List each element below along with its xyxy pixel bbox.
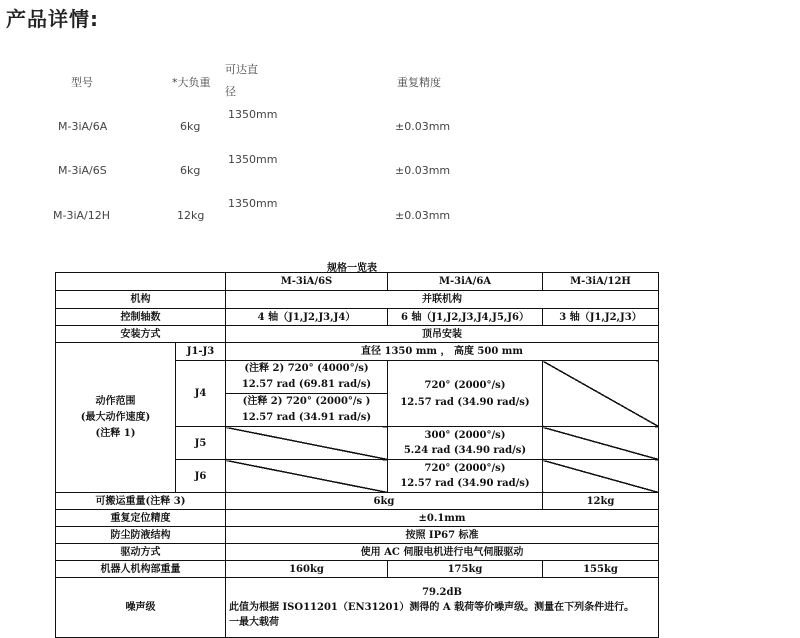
spec-value: 3 轴（J1,J2,J3）: [543, 309, 659, 326]
spec-value: 并联机构: [226, 291, 659, 309]
spec-joint-label: J6: [176, 460, 226, 493]
summary-table: [0, 0, 800, 250]
spec-table: [55, 272, 659, 638]
spec-value: 175kg: [388, 561, 543, 578]
spec-table-wrapper: [55, 272, 658, 628]
row-reach: 1350mm: [228, 108, 278, 121]
j4-6s-line: (注释 2) 720° (2000°/s ): [226, 393, 387, 410]
header-repeatability: 重复精度: [397, 76, 441, 89]
spec-joint-label: J1-J3: [176, 343, 226, 361]
spec-header-blank: [56, 273, 226, 291]
spec-model-6a: M-3iA/6A: [388, 273, 543, 291]
row-model: M-3iA/12H: [53, 209, 111, 222]
spec-label: 机构: [56, 291, 226, 309]
range-label-line: 动作范围: [95, 395, 136, 407]
spec-label: 控制轴数: [56, 309, 226, 326]
spec-value: 6kg: [226, 493, 543, 510]
spec-j5-12h-na: [543, 427, 659, 460]
spec-row-mount: [56, 326, 659, 343]
spec-label: 重复定位精度: [56, 510, 226, 527]
spec-label: 安装方式: [56, 326, 226, 343]
spec-j6-6s-na: [226, 460, 388, 493]
j4-6a-line: 720° (2000°/s): [424, 379, 506, 391]
j4-6s-line: (注释 2) 720° (4000°/s): [244, 363, 369, 374]
spec-value: ±0.1mm: [226, 510, 659, 527]
j5-6a-line: 300° (2000°/s): [424, 430, 506, 441]
spec-value: 160kg: [226, 561, 388, 578]
spec-model-6s: M-3iA/6S: [226, 273, 388, 291]
spec-label: 驱动方式: [56, 544, 226, 561]
spec-row-mechanism: [56, 291, 659, 309]
row-model: M-3iA/6S: [58, 164, 107, 177]
spec-row-weight: [56, 561, 659, 578]
spec-caption: 规格一览表: [327, 263, 377, 274]
noise-desc: 此值为根据 ISO11201（EN31201）测得的 A 载荷等价噪声级。测量在下列条件进行。: [229, 602, 635, 613]
row-repeatability: ±0.03mm: [395, 120, 451, 133]
row-reach: 1350mm: [228, 197, 278, 210]
row-payload: 12kg: [177, 209, 205, 222]
spec-joint-label: J4: [176, 361, 226, 427]
j5-6a-line: 5.24 rad (34.90 rad/s): [403, 445, 527, 456]
spec-value: 155kg: [543, 561, 659, 578]
header-payload: *大负重: [172, 76, 211, 89]
spec-label: 可搬运重量(注释 3): [56, 493, 226, 510]
spec-value: 4 轴（J1,J2,J3,J4）: [226, 309, 388, 326]
spec-value: 6 轴（J1,J2,J3,J4,J5,J6）: [388, 309, 543, 326]
spec-model-12h: M-3iA/12H: [543, 273, 659, 291]
page-title: 产品详情:: [6, 7, 99, 31]
spec-range-label: [56, 343, 176, 493]
spec-row-payload: [56, 493, 659, 510]
spec-row-j1j3: [56, 343, 659, 361]
spec-j6-12h-na: [543, 460, 659, 493]
spec-value: 顶吊安装: [226, 326, 659, 343]
j6-6a-line: 12.57 rad (34.90 rad/s): [400, 478, 530, 489]
row-payload: 6kg: [180, 164, 201, 177]
row-repeatability: ±0.03mm: [395, 209, 451, 222]
range-label-line: (注释 1): [95, 427, 136, 439]
spec-label: 噪声级: [56, 578, 226, 638]
spec-row-drive: [56, 544, 659, 561]
j6-6a-line: 720° (2000°/s): [424, 463, 506, 474]
header-reach: 可达直径: [225, 63, 258, 98]
spec-row-noise: [56, 578, 659, 638]
row-reach: 1350mm: [228, 153, 278, 166]
j4-6s-line: 12.57 rad (69.81 rad/s): [241, 379, 372, 390]
spec-j4-6a: [388, 361, 543, 427]
spec-row-dust: [56, 527, 659, 544]
spec-label: 防尘防液结构: [56, 527, 226, 544]
spec-j5-6a: [388, 427, 543, 460]
spec-j4-6s: [226, 361, 388, 427]
spec-row-repeatability: [56, 510, 659, 527]
spec-row-axes: [56, 309, 659, 326]
noise-db: 79.2dB: [422, 587, 462, 598]
spec-j6-6a: [388, 460, 543, 493]
spec-label: 机器人机构部重量: [56, 561, 226, 578]
row-payload: 6kg: [180, 120, 201, 133]
spec-header-row: [56, 273, 659, 291]
header-model: 型号: [71, 76, 93, 89]
row-repeatability: ±0.03mm: [395, 164, 451, 177]
spec-j4-12h-na: [543, 361, 659, 427]
noise-cond: 一最大载荷: [229, 617, 279, 628]
j4-6a-line: 12.57 rad (34.90 rad/s): [400, 396, 530, 408]
range-label-line: (最大动作速度): [80, 411, 151, 423]
spec-value: 12kg: [543, 493, 659, 510]
spec-value: 使用 AC 伺服电机进行电气伺服驱动: [226, 544, 659, 561]
spec-j5-6s-na: [226, 427, 388, 460]
spec-value: 按照 IP67 标准: [226, 527, 659, 544]
spec-noise-value: [226, 578, 659, 638]
spec-joint-label: J5: [176, 427, 226, 460]
row-model: M-3iA/6A: [58, 120, 108, 133]
j4-6s-line: 12.57 rad (34.91 rad/s): [241, 412, 372, 423]
spec-value: 直径 1350 mm ， 高度 500 mm: [226, 343, 659, 361]
